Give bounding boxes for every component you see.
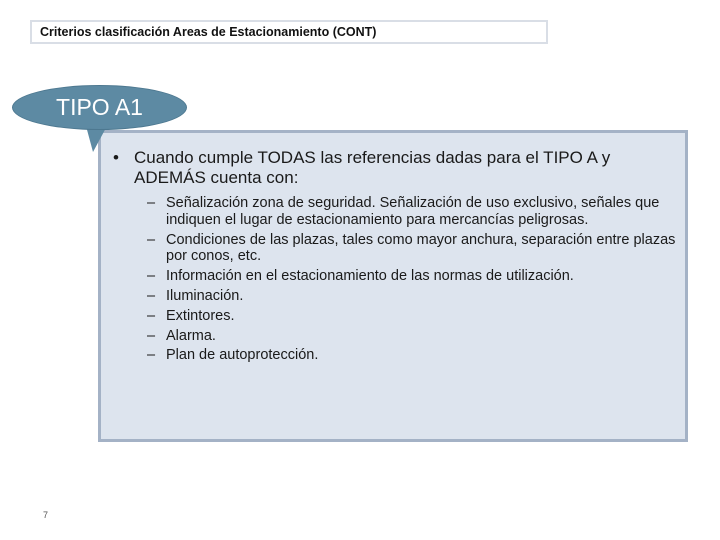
dash-marker: – <box>147 231 156 248</box>
main-bullet-text: Cuando cumple TODAS las referencias dadas para el TIPO A y ADEMÁS cuenta con: <box>134 148 611 187</box>
tipo-callout <box>12 85 187 130</box>
list-item-text: Iluminación. <box>166 287 244 304</box>
list-item-text: Plan de autoprotección. <box>166 347 319 364</box>
dash-marker: – <box>147 347 156 364</box>
callout-label: TIPO A1 <box>56 94 143 120</box>
dash-marker: – <box>147 268 156 285</box>
main-bullet <box>113 148 673 188</box>
list-item-text: Alarma. <box>166 327 216 344</box>
list-item <box>147 308 682 325</box>
list-item <box>147 347 682 364</box>
dash-marker: – <box>147 287 156 304</box>
dash-marker: – <box>147 195 156 211</box>
list-item <box>147 288 682 305</box>
list-item <box>147 195 682 229</box>
dash-marker: – <box>147 327 156 344</box>
list-item-text: Extintores. <box>166 307 235 324</box>
slide-title-box <box>30 20 548 44</box>
list-item-text: Señalización zona de seguridad. Señalización de uso exclusivo, señales que indiquen el lugar de estacionamiento para mercancías peligrosas. <box>166 195 660 228</box>
list-item <box>147 232 682 266</box>
sub-bullet-list <box>147 195 682 367</box>
list-item <box>147 328 682 345</box>
dash-marker: – <box>147 307 156 324</box>
list-item-text: Condiciones de las plazas, tales como mayor anchura, separación entre plazas por conos, etc. <box>166 231 676 265</box>
page-number: 7 <box>43 510 49 520</box>
list-item <box>147 268 682 285</box>
slide-title: Criterios clasificación Areas de Estacionamiento (CONT) <box>40 25 377 39</box>
list-item-text: Información en el estacionamiento de las normas de utilización. <box>166 268 574 285</box>
bullet-marker: • <box>113 148 119 167</box>
